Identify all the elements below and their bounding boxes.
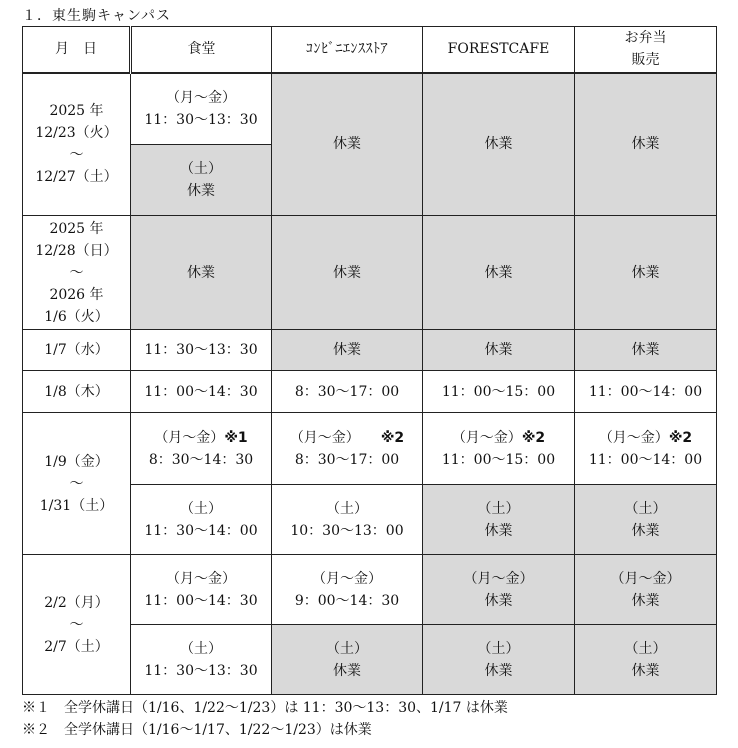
header-convenience-store: ｺﾝﾋﾞﾆｴﾝｽｽﾄｱ	[272, 27, 423, 73]
table-row	[23, 330, 717, 371]
cafeteria-weekday-cell: （月～金） 11：30～13：30	[131, 73, 272, 145]
closed-cell: 休業	[575, 330, 717, 371]
table-row	[23, 73, 717, 145]
cafeteria-hours: 11：30～13：30	[131, 330, 272, 371]
note-mark: ※2	[380, 429, 405, 446]
note-mark: ※1	[224, 429, 248, 446]
bento-hours: 11：00～14：00	[575, 371, 717, 413]
table-row	[23, 216, 717, 330]
closed-cell: 休業	[272, 330, 423, 371]
forestcafe-saturday-cell: （土） 休業	[423, 625, 575, 695]
header-bento	[575, 27, 717, 73]
forestcafe-saturday-cell: （土） 休業	[423, 485, 575, 555]
closed-cell: 休業	[131, 216, 272, 330]
closed-cell: 休業	[575, 73, 717, 216]
table-row	[23, 371, 717, 413]
closed-cell: 休業	[575, 216, 717, 330]
cafeteria-weekday-cell: （月～金）※1 8：30～14：30	[131, 413, 272, 485]
footnote-2: ※２ 全学休講日（1/16～1/17、1/22～1/23）は休業	[22, 722, 372, 738]
forestcafe-weekday-cell: （月～金）※2 11：00～15：00	[423, 413, 575, 485]
closed-cell: 休業	[423, 330, 575, 371]
table-row	[23, 555, 717, 625]
date-cell: 2/2（月） ～ 2/7（土）	[23, 555, 131, 695]
bento-weekday-cell: （月～金）※2 11：00～14：00	[575, 413, 717, 485]
footnote-1: ※１ 全学休講日（1/16、1/22～1/23）は 11：30～13：30、1/17 は休業	[22, 700, 508, 716]
date-cell: 1/7（水）	[23, 330, 131, 371]
forestcafe-hours: 11：00～15：00	[423, 371, 575, 413]
header-date: 月 日	[23, 27, 131, 73]
convenience-weekday-cell: （月～金） 9：00～14：30	[272, 555, 423, 625]
convenience-saturday-cell: （土） 休業	[272, 625, 423, 695]
closed-cell: 休業	[272, 73, 423, 216]
forestcafe-weekday-cell: （月～金） 休業	[423, 555, 575, 625]
convenience-hours: 8：30～17：00	[272, 371, 423, 413]
bento-saturday-cell: （土） 休業	[575, 485, 717, 555]
schedule-table	[22, 26, 717, 695]
cafeteria-weekday-cell: （月～金） 11：00～14：30	[131, 555, 272, 625]
cafeteria-saturday-cell: （土） 11：30～13：30	[131, 625, 272, 695]
closed-cell: 休業	[272, 216, 423, 330]
section-title: １．東生駒キャンパス	[22, 8, 172, 24]
table-row	[23, 413, 717, 485]
note-mark: ※2	[521, 429, 546, 446]
date-cell: 2025 年 12/28（日） ～ 2026 年 1/6（火）	[23, 216, 131, 330]
cafeteria-saturday-cell: （土） 休業	[131, 145, 272, 216]
date-cell: 2025 年 12/23（火） ～ 12/27（土）	[23, 73, 131, 216]
cafeteria-saturday-cell: （土） 11：30～14：00	[131, 485, 272, 555]
cafeteria-hours: 11：00～14：30	[131, 371, 272, 413]
header-cafeteria: 食堂	[131, 27, 272, 73]
note-mark: ※2	[668, 429, 693, 446]
header-bento-line2: 販売	[631, 52, 660, 69]
closed-cell: 休業	[423, 73, 575, 216]
header-forestcafe: FORESTCAFE	[423, 27, 575, 73]
header-row	[23, 27, 717, 73]
closed-cell: 休業	[423, 216, 575, 330]
bento-saturday-cell: （土） 休業	[575, 625, 717, 695]
header-bento-line1: お弁当	[624, 30, 667, 47]
date-cell: 1/8（木）	[23, 371, 131, 413]
date-cell: 1/9（金） ～ 1/31（土）	[23, 413, 131, 555]
convenience-saturday-cell: （土） 10：30～13：00	[272, 485, 423, 555]
convenience-weekday-cell: （月～金） ※2 8：30～17：00	[272, 413, 423, 485]
bento-weekday-cell: （月～金） 休業	[575, 555, 717, 625]
